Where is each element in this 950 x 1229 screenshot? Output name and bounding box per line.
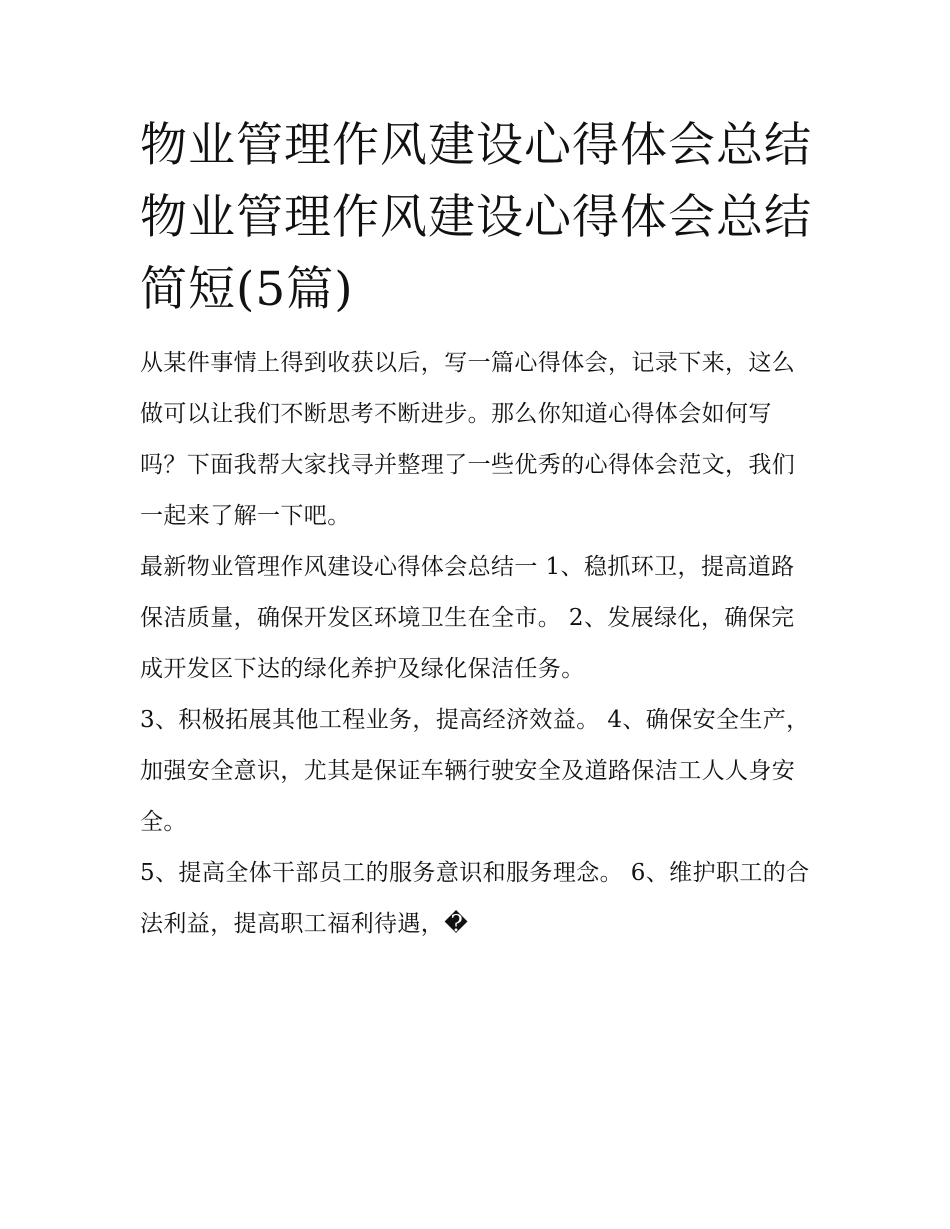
paragraph-3: 5、提高全体干部员工的服务意识和服务理念。 6、维护职工的合法利益，提高职工福利待遇，� xyxy=(140,860,810,937)
paragraph-2: 3、积极拓展其他工程业务，提高经济效益。 4、确保安全生产，加强安全意识，尤其是保证车辆行驶安全及道路保洁工人人身安全。 xyxy=(140,707,810,835)
document-page xyxy=(140,110,812,950)
paragraph-intro: 从某件事情上得到收获以后，写一篇心得体会，记录下来，这么做可以让我们不断思考不断进步。那么你知道心得体会如何写吗？下面我帮大家找寻并整理了一些优秀的心得体会范文，我们一起来了解一下吧。 xyxy=(140,350,796,529)
paragraph-1: 最新物业管理作风建设心得体会总结一 1、稳抓环卫，提高道路保洁质量，确保开发区环境卫生在全市。 2、发展绿化，确保完成开发区下达的绿化养护及绿化保洁任务。 xyxy=(140,554,795,682)
document-title: 物业管理作风建设心得体会总结 物业管理作风建设心得体会总结简短(5篇) xyxy=(140,118,812,317)
